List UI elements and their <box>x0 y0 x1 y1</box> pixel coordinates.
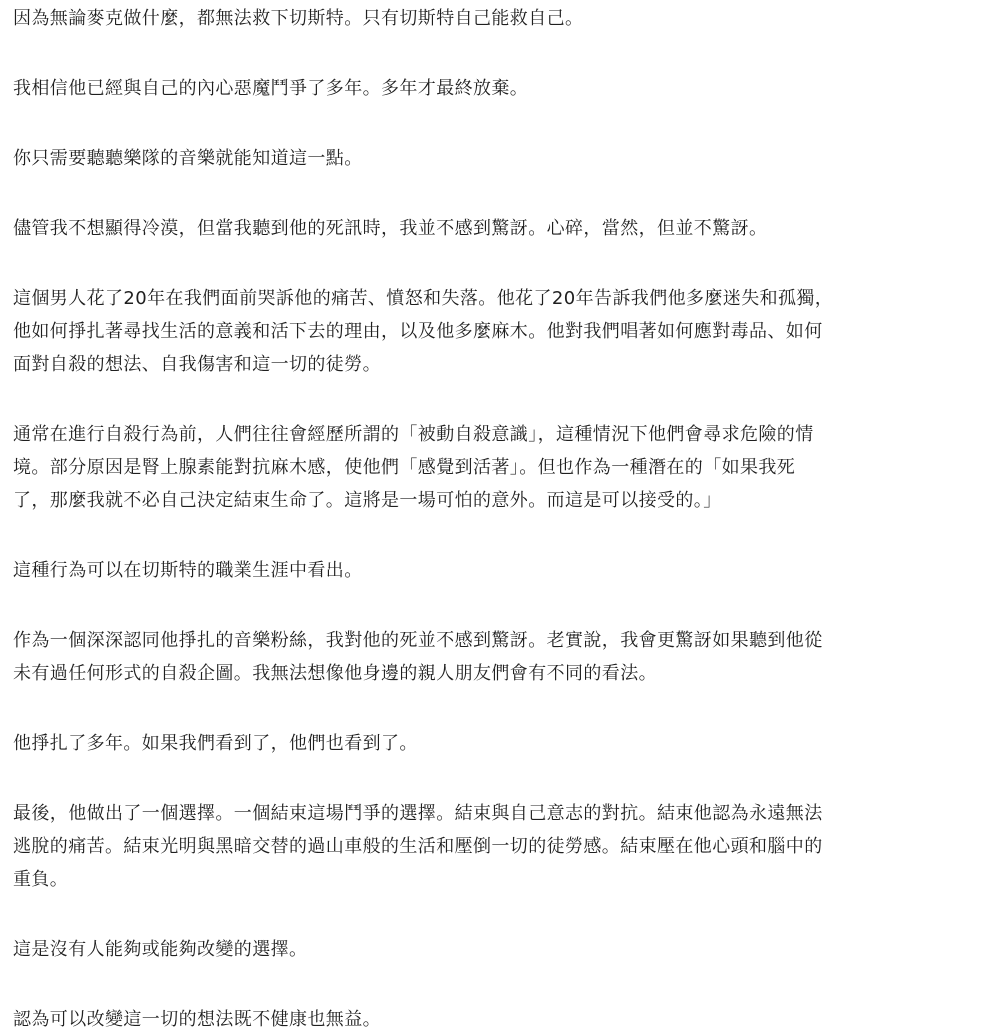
paragraph-line: 最後，他做出了一個選擇。一個結束這場鬥爭的選擇。結束與自己意志的對抗。結束他認為永遠無法 <box>13 803 823 824</box>
paragraph-5 <box>13 282 988 381</box>
paragraph-line: 面對自殺的想法、自我傷害和這一切的徒勞。 <box>13 354 381 375</box>
paragraph-line: 重負。 <box>13 869 69 890</box>
paragraph-line: 境。部分原因是腎上腺素能對抗麻木感，使他們「感覺到活著」。但也作為一種潛在的「如果我死 <box>13 457 796 478</box>
paragraph-7 <box>13 554 988 587</box>
paragraph-line: 作為一個深深認同他掙扎的音樂粉絲，我對他的死並不感到驚訝。老實說，我會更驚訝如果聽到他從 <box>13 630 823 651</box>
paragraph-line: 我相信他已經與自己的內心惡魔鬥爭了多年。多年才最終放棄。 <box>13 78 529 99</box>
paragraph-line: 他掙扎了多年。如果我們看到了，他們也看到了。 <box>13 733 418 754</box>
paragraph-12 <box>13 1003 988 1036</box>
paragraph-4 <box>13 212 988 245</box>
paragraph-line: 因為無論麥克做什麼，都無法救下切斯特。只有切斯特自己能救自己。 <box>13 8 584 29</box>
paragraph-line: 他如何掙扎著尋找生活的意義和活下去的理由，以及他多麼麻木。他對我們唱著如何應對毒品、如何 <box>13 321 823 342</box>
paragraph-8 <box>13 624 988 690</box>
paragraph-line: 逃脫的痛苦。結束光明與黑暗交替的過山車般的生活和壓倒一切的徒勞感。結束壓在他心頭和腦中的 <box>13 836 823 857</box>
paragraph-11 <box>13 933 988 966</box>
paragraph-9 <box>13 727 988 760</box>
paragraph-10 <box>13 797 988 896</box>
paragraph-line: 認為可以改變這一切的想法既不健康也無益。 <box>13 1009 381 1030</box>
paragraph-1 <box>13 2 988 35</box>
paragraph-line: 儘管我不想顯得冷漠，但當我聽到他的死訊時，我並不感到驚訝。心碎，當然，但並不驚訝。 <box>13 218 768 239</box>
paragraph-3 <box>13 142 988 175</box>
paragraph-line: 這是沒有人能夠或能夠改變的選擇。 <box>13 939 308 960</box>
paragraph-line: 通常在進行自殺行為前，人們往往會經歷所謂的「被動自殺意識」，這種情況下他們會尋求危險的情 <box>13 424 814 445</box>
paragraph-6 <box>13 418 988 517</box>
paragraph-line: 這個男人花了20年在我們面前哭訴他的痛苦、憤怒和失落。他花了20年告訴我們他多麼迷失和孤獨， <box>13 288 834 309</box>
paragraph-line: 未有過任何形式的自殺企圖。我無法想像他身邊的親人朋友們會有不同的看法。 <box>13 663 657 684</box>
paragraph-line: 這種行為可以在切斯特的職業生涯中看出。 <box>13 560 363 581</box>
paragraph-line: 了，那麼我就不必自己決定結束生命了。這將是一場可怕的意外。而這是可以接受的。」 <box>13 490 722 511</box>
paragraph-2 <box>13 72 988 105</box>
paragraph-line: 你只需要聽聽樂隊的音樂就能知道這一點。 <box>13 148 363 169</box>
article-body <box>13 0 988 1036</box>
